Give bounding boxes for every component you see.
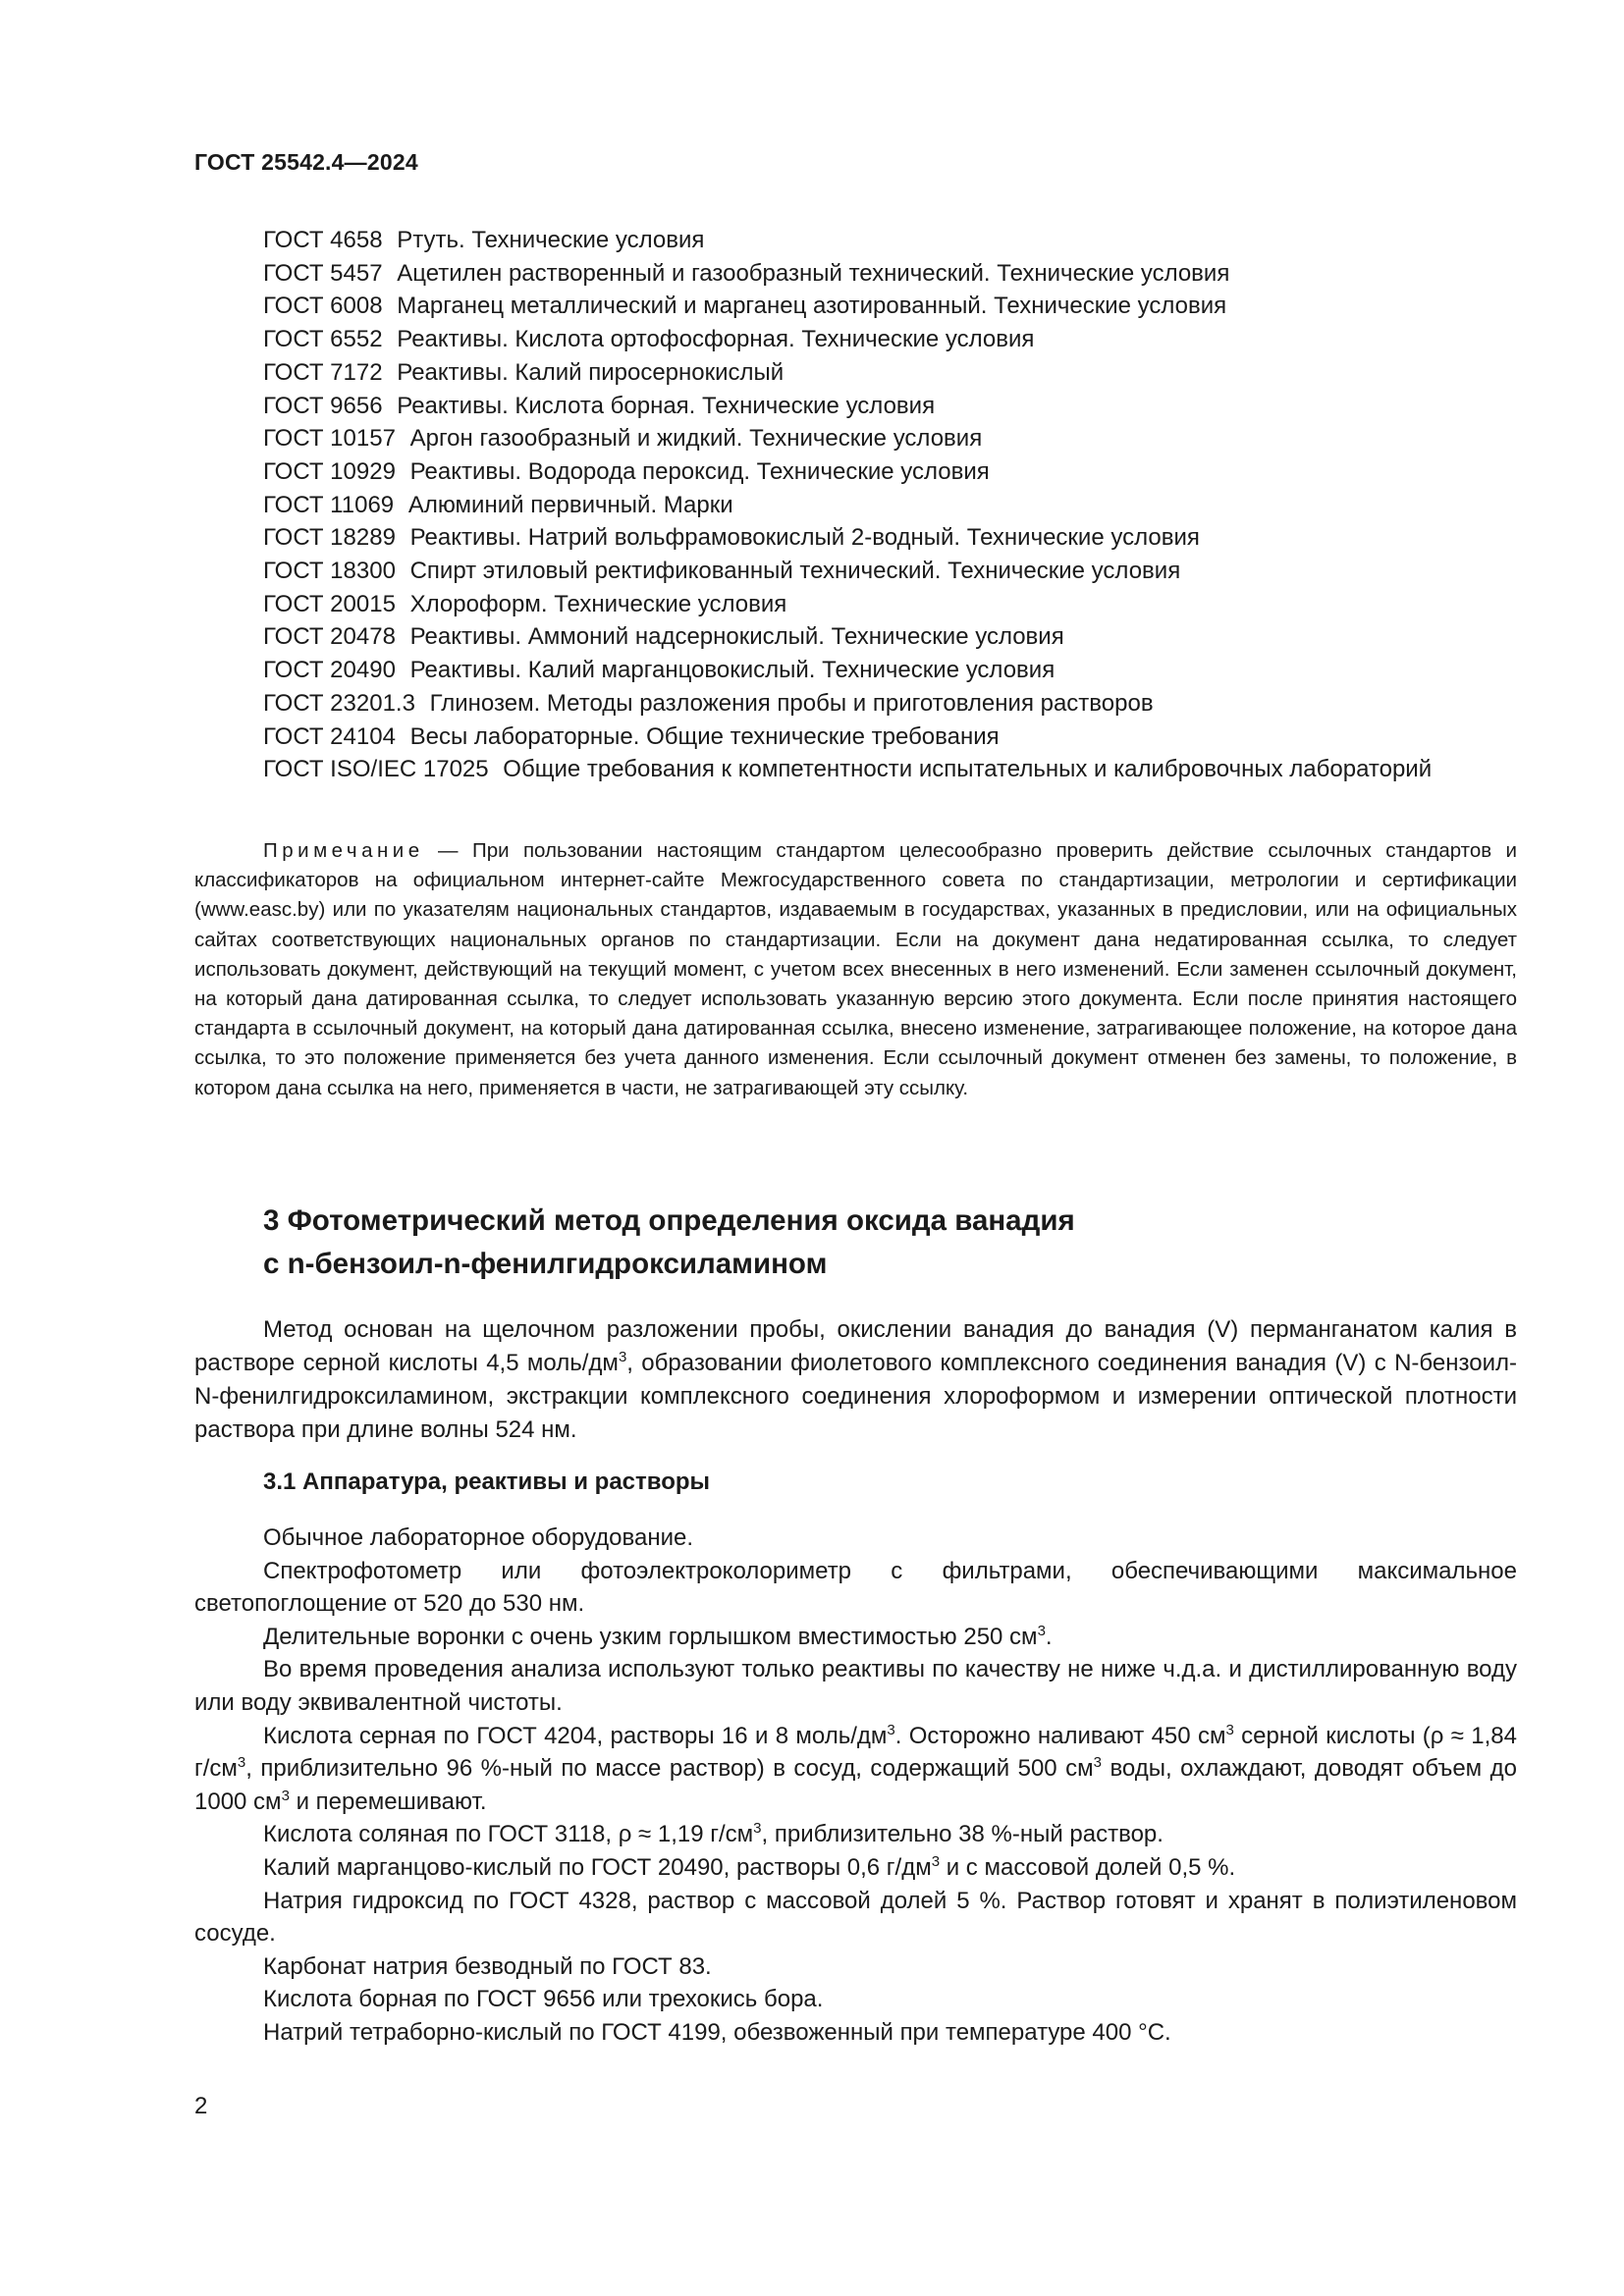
reference-title: Реактивы. Калий пиросернокислый [397, 358, 785, 386]
reference-item [194, 323, 1517, 356]
text-run: Кислота соляная по ГОСТ 3118, ρ ≈ 1,19 г/см [263, 1821, 754, 1848]
section-3-heading-line2: с n-бензоил-n-фенилгидроксиламином [263, 1248, 828, 1280]
reference-item [194, 224, 1517, 257]
superscript: 3 [887, 1721, 895, 1738]
paragraph: Натрия гидроксид по ГОСТ 4328, раствор с массовой долей 5 %. Раствор готовят и хранят в полиэтиленовом сосуде. [194, 1887, 1517, 1948]
section-3-heading [263, 1200, 1441, 1286]
section-3-intro [194, 1313, 1517, 1447]
reference-item [194, 555, 1517, 588]
text-run: , образовании фиолетового комплексного соединения ванадия (V) с N-бензоил-N-фенилгидроксиламином, экстракции комплексного соединения хлороформом и измерении оптической плотности раствора при длине волны 524 нм. [194, 1350, 1517, 1443]
reference-title: Алюминий первичный. Марки [407, 491, 733, 518]
reference-code: ГОСТ 5457 [263, 259, 383, 287]
reference-item [194, 257, 1517, 291]
reference-title: Аргон газообразный и жидкий. Технические условия [409, 425, 983, 453]
paragraph [194, 1621, 1517, 1654]
reference-title: Реактивы. Аммоний надсернокислый. Технические условия [409, 623, 1064, 651]
reference-code: ГОСТ ISO/IEC 17025 [263, 756, 489, 783]
section-3-1-body [194, 1522, 1517, 2050]
superscript: 3 [931, 1852, 941, 1870]
superscript: 3 [281, 1787, 290, 1804]
text-run: , приблизительно 96 %-ный по массе раствор) в сосуд, содержащий 500 см [245, 1755, 1094, 1783]
superscript: 3 [753, 1820, 762, 1838]
paragraph: Спектрофотометр или фотоэлектроколориметр с фильтрами, обеспечивающими максимальное светопоглощение от 520 до 530 нм. [194, 1557, 1517, 1618]
reference-title: Ртуть. Технические условия [397, 227, 705, 253]
paragraph: Во время проведения анализа используют только реактивы по качеству не ниже ч.д.а. и дистиллированную воду или воду эквивалентной чистоты. [194, 1656, 1517, 1716]
reference-title: Реактивы. Водорода пероксид. Технические условия [409, 457, 990, 485]
superscript: 3 [237, 1754, 246, 1772]
superscript: 3 [1037, 1622, 1046, 1639]
reference-code: ГОСТ 23201.3 [263, 689, 415, 717]
page-number: 2 [194, 2093, 208, 2119]
reference-item [194, 422, 1517, 455]
text-run: Метод основан на щелочном разложении пробы, окислении ванадия до ванадия (V) перманганатом калия в растворе серной кислоты 4,5 моль/дм [194, 1316, 1517, 1376]
reference-title: Глинозем. Методы разложения пробы и приготовления растворов [429, 689, 1154, 717]
reference-item [194, 290, 1517, 323]
note-text: — При пользовании настоящим стандартом целесообразно проверить действие ссылочных стандартов и классификаторов на официальном интернет-сайте Межгосударственного совета по стандартизации, метрологии и сертификации (www.easc.by) или по указателям национальных стандартов, издаваемым в государствах, указанных в предисловии, или на официальных сайтах соответствующих национальных органов по стандартизации. Если на документ дана недатированная ссылка, то следует использовать документ, действующий на текущий момент, с учетом всех внесенных в него изменений. Если заменен ссылочный документ, на который дана датированная ссылка, то следует использовать указанную версию этого документа. Если после принятия настоящего стандарта в ссылочный документ, на который дана датированная ссылка, внесено изменение, затрагивающее положение, на которое дана ссылка, то это положение применяется без учета данного изменения. Если ссылочный документ отменен без замены, то положение, в котором дана ссылка на него, применяется в части, не затрагивающей эту ссылку. [194, 839, 1517, 1099]
reference-title: Спирт этиловый ректификованный технический. Технические условия [409, 558, 1181, 585]
text-run: Калий марганцово-кислый по ГОСТ 20490, растворы 0,6 г/дм [263, 1853, 932, 1881]
reference-item [194, 654, 1517, 687]
paragraph: Натрий тетраборно-кислый по ГОСТ 4199, обезвоженный при температуре 400 °С. [263, 2018, 1171, 2046]
paragraph: Обычное лабораторное оборудование. [263, 1524, 694, 1551]
text-run: . [1045, 1623, 1053, 1650]
reference-title: Марганец металлический и марганец азотированный. Технические условия [397, 293, 1227, 320]
section-3-1-heading: 3.1 Аппаратура, реактивы и растворы [263, 1468, 711, 1495]
reference-item [194, 489, 1517, 522]
text-run: серной кислоты (ρ ≈ 1,84 г/см [194, 1722, 1517, 1783]
document-header: ГОСТ 25542.4—2024 [194, 149, 418, 175]
reference-code: ГОСТ 20478 [263, 623, 396, 651]
reference-title: Весы лабораторные. Общие технические требования [409, 722, 1000, 750]
text-run: , приблизительно 38 %-ный раствор. [761, 1821, 1164, 1848]
section-3-heading-line1: 3 Фотометрический метод определения оксида ванадия [263, 1204, 1075, 1237]
superscript: 3 [618, 1349, 627, 1365]
reference-code: ГОСТ 20015 [263, 590, 396, 617]
reference-code: ГОСТ 18289 [263, 524, 396, 552]
reference-code: ГОСТ 10157 [263, 425, 396, 453]
superscript: 3 [1093, 1754, 1102, 1772]
reference-code: ГОСТ 6552 [263, 326, 383, 353]
reference-title: Реактивы. Натрий вольфрамовокислый 2-водный. Технические условия [409, 524, 1200, 552]
reference-code: ГОСТ 6008 [263, 293, 383, 320]
reference-item [194, 588, 1517, 621]
reference-title: Реактивы. Калий марганцовокислый. Технические условия [409, 657, 1056, 684]
reference-title: Реактивы. Кислота ортофосфорная. Технические условия [397, 326, 1035, 353]
reference-code: ГОСТ 9656 [263, 392, 383, 419]
reference-title: Реактивы. Кислота борная. Технические условия [397, 392, 936, 419]
paragraph [194, 1818, 1517, 1851]
text-run: и с массовой долей 0,5 %. [940, 1853, 1236, 1881]
reference-title: Ацетилен растворенный и газообразный технический. Технические условия [397, 259, 1230, 287]
reference-code: ГОСТ 7172 [263, 358, 383, 386]
reference-item [194, 521, 1517, 555]
reference-title: Общие требования к компетентности испытательных и калибровочных лабораторий [503, 756, 1433, 783]
reference-item [194, 390, 1517, 423]
reference-code: ГОСТ 24104 [263, 722, 396, 750]
superscript: 3 [1225, 1721, 1234, 1738]
reference-item [194, 620, 1517, 654]
note-lead: Примечание [263, 839, 424, 862]
reference-code: ГОСТ 11069 [263, 491, 395, 518]
text-run: воды, охлаждают, доводят объем до 1000 см [194, 1755, 1517, 1815]
reference-code: ГОСТ 20490 [263, 657, 396, 684]
paragraph: Карбонат натрия безводный по ГОСТ 83. [263, 1952, 712, 1980]
reference-item [194, 455, 1517, 489]
reference-item [194, 356, 1517, 390]
text-run: Делительные воронки с очень узким горлышком вместимостью 250 см [263, 1623, 1038, 1650]
text-run: Кислота серная по ГОСТ 4204, растворы 16 и 8 моль/дм [263, 1722, 888, 1749]
paragraph [194, 1851, 1517, 1885]
reference-item [194, 721, 1517, 754]
paragraph [194, 1720, 1517, 1819]
reference-title: Хлороформ. Технические условия [409, 590, 787, 617]
text-run: . Осторожно наливают 450 см [894, 1722, 1226, 1749]
note-paragraph [194, 836, 1517, 1103]
reference-code: ГОСТ 4658 [263, 227, 383, 253]
method-description [194, 1313, 1517, 1447]
reference-item [194, 753, 1517, 786]
reference-code: ГОСТ 10929 [263, 457, 396, 485]
text-run: и перемешивают. [289, 1788, 487, 1815]
reference-code: ГОСТ 18300 [263, 558, 396, 585]
normative-references-list [194, 224, 1517, 786]
reference-item [194, 687, 1517, 721]
paragraph: Кислота борная по ГОСТ 9656 или трехокись бора. [263, 1986, 824, 2013]
